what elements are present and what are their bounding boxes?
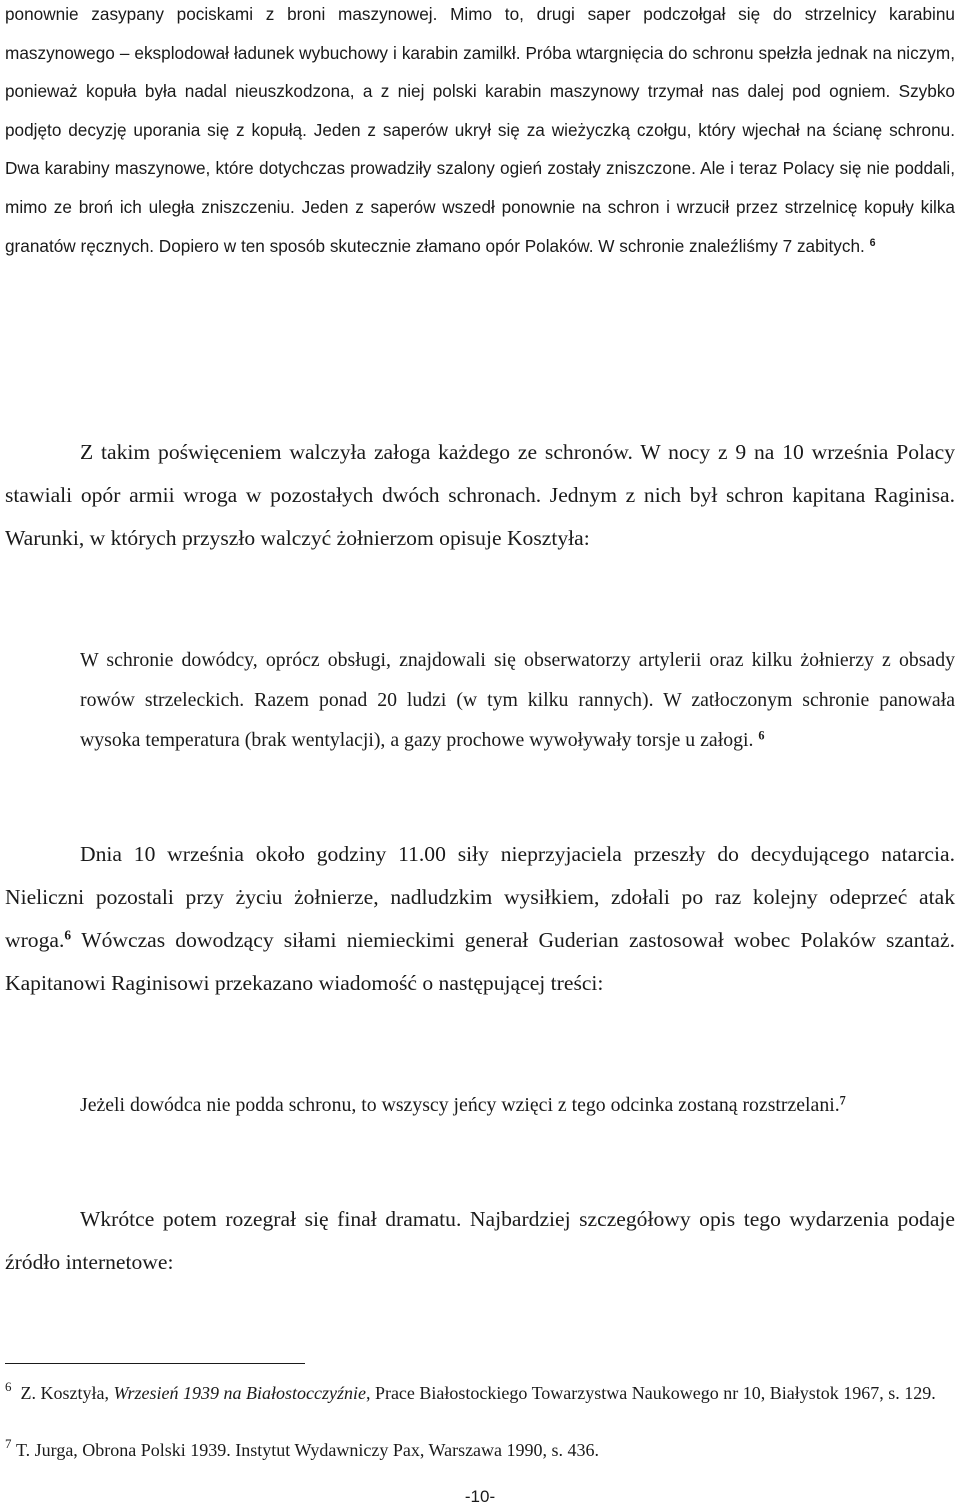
footnote-6 <box>5 1380 955 1406</box>
paragraph-text: Wkrótce potem rozegrał się finał dramatu. Najbardziej szczegółowy opis tego wydarzenia podaje źródło internetowe: <box>5 1207 955 1274</box>
block-quote-commander-bunker <box>80 640 955 760</box>
footnote-details: , Prace Białostockiego Towarzystwa Naukowego nr 10, Białystok 1967, s. 129. <box>365 1383 936 1403</box>
quote-text: Jeżeli dowódca nie podda schronu, to wszyscy jeńcy wzięci z tego odcinka zostaną rozstrzelani. <box>80 1094 840 1116</box>
footnote-text: T. Jurga, Obrona Polski 1939. Instytut Wydawniczy Pax, Warszawa 1990, s. 436. <box>15 1440 600 1460</box>
paragraph-text: Z takim poświęceniem walczyła załoga każdego ze schronów. W nocy z 9 na 10 września Polacy stawiali opór armii wroga w pozostałych dwóch schronach. Jednym z nich był schron kapitana Raginisa. Warunki, w których przyszło walczyć żołnierzom opisuje Kosztyła: <box>5 440 955 550</box>
footnote-number: 7 <box>5 1436 12 1452</box>
block-quote-ultimatum <box>80 1085 955 1125</box>
footnote-author: Z. Kosztyła, <box>20 1383 109 1403</box>
footnote-reference: 6 <box>869 236 876 249</box>
footnote-reference: 6 <box>758 728 765 743</box>
footnote-separator <box>5 1363 305 1364</box>
paragraph-decisive-attack <box>5 833 955 1005</box>
page-number: -10- <box>464 1487 496 1506</box>
paragraph-text: Dnia 10 września około godziny 11.00 siły nieprzyjaciela przeszły do decydującego natarcia. Nieliczni pozostali przy życiu żołnierze, nadludzkim wysiłkiem, zdołali po raz kolejny odeprzeć atak wroga. <box>5 842 955 952</box>
paragraph-crew-sacrifice <box>5 431 955 560</box>
paragraph-final-drama <box>5 1198 955 1284</box>
footnote-number: 6 <box>5 1379 12 1395</box>
footnote-reference: 6 <box>64 927 72 943</box>
footnote-7 <box>5 1437 955 1463</box>
footnote-reference: 7 <box>839 1093 846 1108</box>
footnote-title: Wrzesień 1939 na Białostocczyźnie <box>113 1383 366 1403</box>
paragraph-text: ponownie zasypany pociskami z broni maszynowej. Mimo to, drugi saper podczołgał się do strzelnicy karabinu maszynowego – eksplodował ładunek wybuchowy i karabin zamilkł. Próba wtargnięcia do schronu spełzła jednak na niczym, ponieważ kopuła była nadal nieuszkodzona, a z niej polski karabin maszynowy trzymał nas dalej pod ogniem. Szybko podjęto decyzję uporania się z kopułą. Jeden z saperów ukrył się za wieżyczką czołgu, który wjechał na ścianę schronu. Dwa karabiny maszynowe, które dotychczas prowadziły szalony ogień zostały zniszczone. Ale i teraz Polacy się nie poddali, mimo ze broń ich uległa zniszczeniu. Jeden z saperów wszedł ponownie na schron i wrzucił przez strzelnicę kopuły kilka granatów ręcznych. Dopiero w ten sposób skutecznie złamano opór Polaków. W schronie znaleźliśmy 7 zabitych. <box>5 4 955 256</box>
paragraph-quoted-account <box>5 0 955 265</box>
quote-text: W schronie dowódcy, oprócz obsługi, znajdowali się obserwatorzy artylerii oraz kilku żołnierzy z obsady rowów strzeleckich. Razem ponad 20 ludzi (w tym kilku rannych). W zatłoczonym schronie panowała wysoka temperatura (brak wentylacji), a gazy prochowe wywoływały torsje u załogi. <box>80 649 955 751</box>
paragraph-text-continued: Wówczas dowodzący siłami niemieckimi generał Guderian zastosował wobec Polaków szantaż. Kapitanowi Raginisowi przekazano wiadomość o następującej treści: <box>5 928 955 995</box>
